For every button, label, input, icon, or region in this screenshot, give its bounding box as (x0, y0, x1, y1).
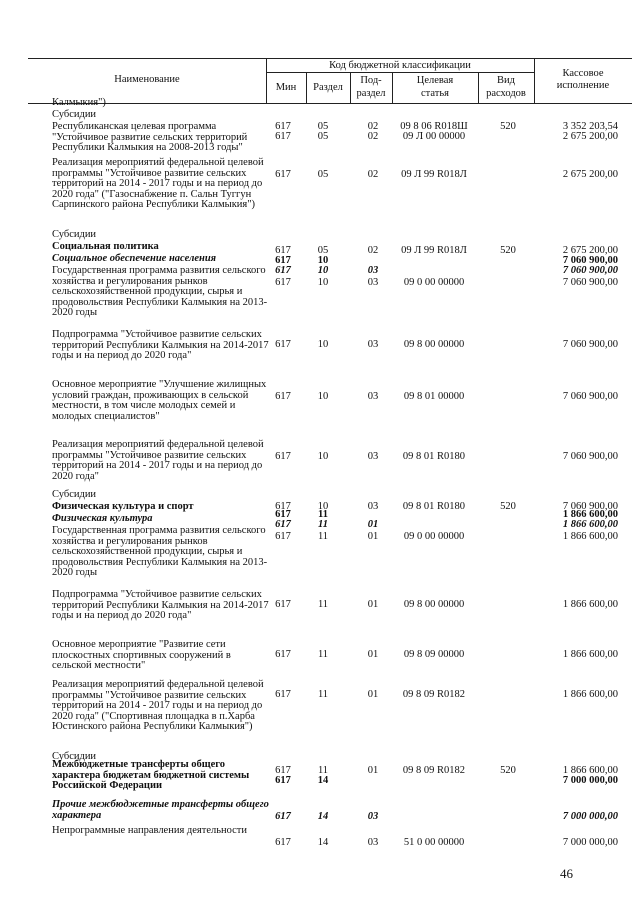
header-podrazdel-1: Под- (360, 75, 382, 86)
cell-celev: 09 8 00 00000 (403, 339, 465, 350)
row-name: Субсидии (52, 489, 97, 500)
cell-min: 617 (275, 391, 291, 402)
cell-min: 617 (275, 501, 291, 512)
cell-sum: 1 866 600,00 (562, 531, 618, 542)
cell-razdel: 10 (317, 501, 329, 512)
cell-razdel: 11 (318, 509, 328, 520)
cell-razdel: 11 (318, 519, 328, 530)
row-name: Калмыкия") (52, 97, 106, 108)
cell-podr: 02 (367, 169, 379, 180)
cell-sum: 7 060 900,00 (562, 451, 618, 462)
cell-podr: 01 (367, 599, 379, 610)
cell-sum: 2 675 200,00 (562, 245, 618, 256)
cell-celev: 09 8 09 R0182 (402, 765, 466, 776)
cell-sum: 1 866 600,00 (562, 509, 618, 520)
row-name: Социальная политика (52, 241, 159, 252)
cell-razdel: 10 (317, 451, 329, 462)
cell-razdel: 10 (317, 391, 329, 402)
cell-vid: 520 (500, 501, 516, 512)
cell-celev: 09 Л 00 00000 (402, 131, 466, 142)
cell-podr: 01 (367, 689, 379, 700)
row-name: Субсидии (52, 751, 97, 762)
cell-celev: 09 8 00 00000 (403, 599, 465, 610)
cell-min: 617 (275, 509, 291, 520)
cell-podr: 03 (367, 277, 379, 288)
cell-podr: 02 (367, 121, 379, 132)
row-name: Государственная программа развития сельского хозяйства и регулирования рынков сельскохозяйственной продукции, сырья и продовольствия Республики Калмыкия на 2013-2020 годы (52, 525, 268, 579)
cell-razdel: 10 (317, 265, 329, 276)
cell-min: 617 (275, 121, 291, 132)
header-kassa-2: исполнение (556, 80, 610, 91)
cell-podr: 01 (367, 765, 379, 776)
cell-sum: 2 675 200,00 (562, 169, 618, 180)
cell-min: 617 (275, 837, 291, 848)
cell-sum: 7 000 000,00 (562, 811, 618, 822)
cell-min: 617 (275, 451, 291, 462)
row-name: Подпрограмма "Устойчивое развитие сельских территорий Республики Калмыкия на 2014-2017 годы и на период до 2020 года" (52, 329, 269, 362)
cell-razdel: 11 (317, 689, 329, 700)
row-name: Физическая культура и спорт (52, 501, 194, 512)
cell-podr: 03 (367, 265, 379, 276)
cell-vid: 520 (500, 121, 516, 132)
cell-celev: 09 8 09 00000 (403, 649, 465, 660)
cell-sum: 1 866 600,00 (562, 599, 618, 610)
cell-min: 617 (275, 277, 291, 288)
row-name: Прочие межбюджетные трансферты общего характера (52, 799, 269, 821)
header-vid-2: расходов (486, 88, 526, 99)
cell-celev: 09 8 01 R0180 (402, 501, 466, 512)
cell-podr: 01 (367, 531, 379, 542)
cell-podr: 03 (367, 837, 379, 848)
cell-min: 617 (275, 519, 291, 530)
row-name: Субсидии (52, 229, 97, 240)
cell-min: 617 (275, 169, 291, 180)
cell-sum: 7 060 900,00 (562, 265, 618, 276)
cell-celev: 09 0 00 00000 (403, 277, 465, 288)
cell-razdel: 11 (317, 531, 329, 542)
cell-celev: 09 8 01 00000 (403, 391, 465, 402)
cell-razdel: 05 (317, 121, 329, 132)
header-kassa-1: Кассовое (562, 68, 604, 79)
cell-sum: 3 352 203,54 (562, 121, 618, 132)
row-name: Подпрограмма "Устойчивое развитие сельских территорий Республики Калмыкия на 2014-2017 годы и на период до 2020 года" (52, 589, 269, 622)
cell-razdel: 11 (317, 765, 329, 776)
cell-vid: 520 (500, 765, 516, 776)
cell-razdel: 05 (317, 169, 329, 180)
row-name: Межбюджетные трансферты общего характера бюджетам бюджетной системы Российской Федерации (52, 759, 250, 792)
cell-sum: 1 866 600,00 (562, 689, 618, 700)
cell-min: 617 (275, 689, 291, 700)
header-min: Мин (275, 82, 297, 93)
cell-min: 617 (275, 131, 291, 142)
header-vid-1: Вид (497, 75, 515, 86)
row-name: Физическая культура (52, 513, 153, 524)
cell-sum: 7 060 900,00 (562, 391, 618, 402)
cell-podr: 01 (367, 519, 379, 530)
cell-razdel: 05 (317, 131, 329, 142)
header-celevaya-1: Целевая (416, 75, 454, 86)
header-name: Наименование (114, 74, 180, 85)
row-name: Основное мероприятие "Развитие сети плоскостных спортивных сооружений в сельской местности" (52, 639, 231, 672)
cell-razdel: 11 (317, 599, 329, 610)
row-name: Государственная программа развития сельского хозяйства и регулирования рынков сельскохозяйственной продукции, сырья и продовольствия Республики Калмыкия на 2013-2020 годы (52, 265, 268, 319)
cell-podr: 03 (367, 501, 379, 512)
cell-razdel: 14 (317, 837, 329, 848)
cell-podr: 01 (367, 649, 379, 660)
cell-razdel: 11 (317, 649, 329, 660)
cell-sum: 7 060 900,00 (562, 277, 618, 288)
row-name: Реализация мероприятий федеральной целевой программы "Устойчивое развитие сельских территорий на 2014 - 2017 годы и на период до 2020 года" (52, 439, 264, 482)
cell-razdel: 10 (317, 277, 329, 288)
cell-min: 617 (275, 255, 291, 266)
cell-razdel: 10 (317, 255, 329, 266)
row-name: Непрограммные направления деятельности (52, 825, 248, 836)
cell-sum: 7 000 000,00 (562, 837, 618, 848)
cell-sum: 1 866 600,00 (562, 519, 618, 530)
cell-min: 617 (275, 765, 291, 776)
row-name: Республиканская целевая программа "Устойчивое развитие сельских территорий Республики Калмыкия на 2008-2013 годы" (52, 121, 248, 154)
row-name: Социальное обеспечение населения (52, 253, 217, 264)
cell-min: 617 (275, 531, 291, 542)
cell-celev: 09 8 06 R018Ш (400, 121, 468, 132)
header-code-group: Код бюджетной классификации (329, 60, 471, 71)
cell-podr: 03 (367, 451, 379, 462)
cell-sum: 1 866 600,00 (562, 649, 618, 660)
row-name: Основное мероприятие "Улучшение жилищных условий граждан, проживающих в сельской местности, в том числе молодых семей и молодых специалистов" (52, 379, 267, 422)
cell-razdel: 05 (317, 245, 329, 256)
cell-min: 617 (275, 265, 291, 276)
cell-razdel: 14 (317, 775, 329, 786)
header-podrazdel-2: раздел (356, 88, 386, 99)
cell-podr: 03 (367, 391, 379, 402)
cell-min: 617 (275, 339, 291, 350)
cell-celev: 09 Л 99 R018Л (401, 245, 467, 256)
cell-sum: 1 866 600,00 (562, 765, 618, 776)
cell-podr: 03 (367, 339, 379, 350)
cell-min: 617 (275, 245, 291, 256)
cell-celev: 51 0 00 00000 (403, 837, 465, 848)
cell-razdel: 10 (317, 339, 329, 350)
cell-celev: 09 8 01 R0180 (402, 451, 466, 462)
row-name: Субсидии (52, 109, 97, 120)
cell-podr: 02 (367, 131, 379, 142)
cell-celev: 09 8 09 R0182 (402, 689, 466, 700)
cell-sum: 7 000 000,00 (562, 775, 618, 786)
cell-vid: 520 (500, 245, 516, 256)
cell-sum: 7 060 900,00 (562, 339, 618, 350)
cell-celev: 09 0 00 00000 (403, 531, 465, 542)
cell-min: 617 (275, 649, 291, 660)
cell-podr: 03 (367, 811, 379, 822)
cell-min: 617 (275, 775, 291, 786)
cell-sum: 7 060 900,00 (562, 255, 618, 266)
header-celevaya-2: статья (421, 88, 449, 99)
cell-celev: 09 Л 99 R018Л (401, 169, 467, 180)
cell-sum: 7 060 900,00 (562, 501, 618, 512)
page-number: 46 (560, 866, 573, 881)
cell-razdel: 14 (317, 811, 329, 822)
header-razdel: Раздел (313, 82, 343, 93)
cell-min: 617 (275, 811, 291, 822)
cell-sum: 2 675 200,00 (562, 131, 618, 142)
row-name: Реализация мероприятий федеральной целевой программы "Устойчивое развитие сельских территорий на 2014 - 2017 годы и на период до 2020 года" ("Газоснабжение п. Сальн Туггун Сарпинского района Республики Калмыкия") (52, 157, 264, 211)
cell-min: 617 (275, 599, 291, 610)
row-name: Реализация мероприятий федеральной целевой программы "Устойчивое развитие сельских территорий на 2014 - 2017 годы и на период до 2020 года" ("Спортивная площадка в п.Харба Юстинского района Республики Калмыкия") (52, 679, 264, 733)
cell-podr: 02 (367, 245, 379, 256)
